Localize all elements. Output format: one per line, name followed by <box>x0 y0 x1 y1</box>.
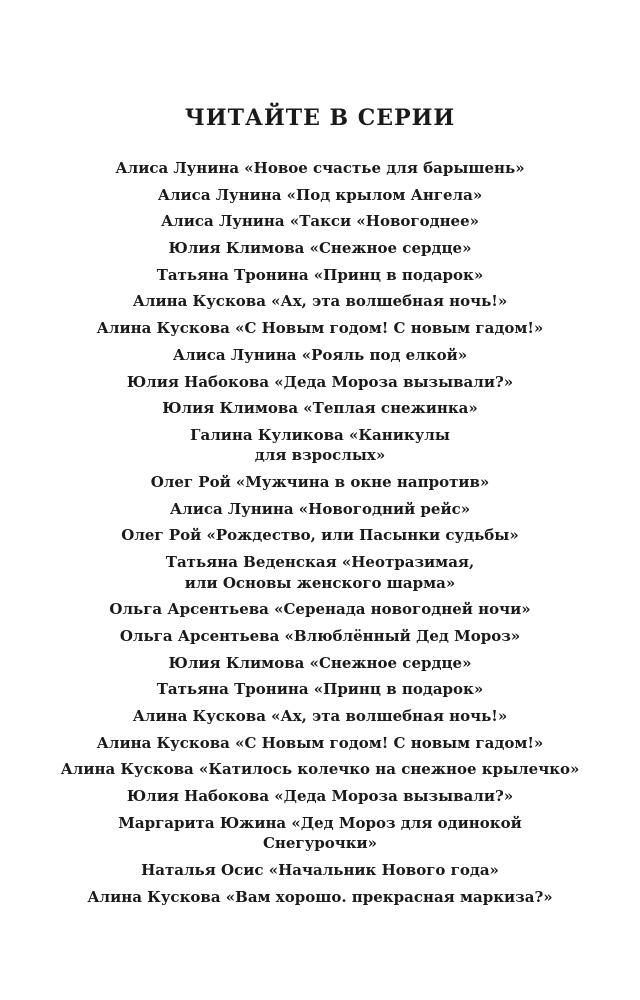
book-title-line: Алина Кускова «Ах, эта волшебная ночь!» <box>132 707 508 726</box>
book-title-line: Татьяна Тронина «Принц в подарок» <box>156 265 484 284</box>
book-title-line: Алиса Лунина «Рояль под елкой» <box>172 345 468 364</box>
book-list-item <box>0 318 640 339</box>
book-list-item <box>0 185 640 206</box>
book-list-item <box>0 345 640 366</box>
book-list-item <box>0 552 640 593</box>
book-list-item <box>0 291 640 312</box>
book-list-item <box>0 372 640 393</box>
book-list-item <box>0 679 640 700</box>
book-title-line: Юлия Климова «Снежное сердце» <box>168 239 472 258</box>
book-title-line: Маргарита Южина «Дед Мороз для одинокой <box>118 813 522 832</box>
book-title-line: Юлия Климова «Снежное сердце» <box>168 653 472 672</box>
book-title-line: Олег Рой «Рождество, или Пасынки судьбы» <box>121 526 519 545</box>
book-title-line: или Основы женского шарма» <box>184 573 456 592</box>
book-list-item <box>0 786 640 807</box>
book-list-item <box>0 813 640 854</box>
book-list-item <box>0 733 640 754</box>
book-list-item <box>0 499 640 520</box>
book-list-item <box>0 398 640 419</box>
book-title-line: Юлия Климова «Теплая снежинка» <box>162 399 478 418</box>
book-title-line: Алина Кускова «С Новым годом! С новым гадом!» <box>96 319 544 338</box>
book-title-line: Алиса Лунина «Новое счастье для барышень» <box>115 159 525 177</box>
book-title-line: для взрослых» <box>254 446 386 465</box>
book-list-item <box>0 759 640 780</box>
book-title-line: Татьяна Веденская «Неотразимая, <box>165 553 475 572</box>
book-list-item <box>0 472 640 493</box>
book-list-item <box>0 211 640 232</box>
book-list-item <box>0 525 640 546</box>
book-list-item <box>0 653 640 674</box>
book-list-item <box>0 599 640 620</box>
book-title-line: Алиса Лунина «Под крылом Ангела» <box>157 185 483 204</box>
book-title-line: Наталья Осис «Начальник Нового года» <box>141 861 499 879</box>
book-title-line: Алина Кускова «Вам хорошо. прекрасная маркиза?» <box>87 887 553 906</box>
book-list-item <box>0 887 640 908</box>
book-list-item <box>0 238 640 259</box>
book-title-line: Юлия Набокова «Деда Мороза вызывали?» <box>126 787 514 806</box>
book-title-line: Снегурочки» <box>262 834 378 853</box>
book-list-item <box>0 860 640 881</box>
book-list-item <box>0 626 640 647</box>
book-title-line: Татьяна Тронина «Принц в подарок» <box>156 680 484 699</box>
book-title-line: Ольга Арсентьева «Серенада новогодней ночи» <box>109 600 531 619</box>
book-title-line: Галина Куликова «Каникулы <box>190 425 450 444</box>
book-title-line: Ольга Арсентьева «Влюблённый Дед Мороз» <box>119 627 521 645</box>
book-list-item <box>0 425 640 466</box>
book-title-line: Юлия Набокова «Деда Мороза вызывали?» <box>126 372 514 391</box>
book-title-line: Алина Кускова «Катилось колечко на снежное крылечко» <box>60 760 580 779</box>
book-title-line: Алиса Лунина «Такси «Новогоднее» <box>160 212 480 231</box>
book-list-item <box>0 706 640 727</box>
book-list-item <box>0 265 640 286</box>
book-title-line: Олег Рой «Мужчина в окне напротив» <box>150 473 490 492</box>
book-title-line: Алина Кускова «Ах, эта волшебная ночь!» <box>132 292 508 311</box>
page-heading: ЧИТАЙТЕ В СЕРИИ <box>184 105 456 131</box>
book-list-item <box>0 158 640 179</box>
book-list <box>0 158 640 913</box>
book-title-line: Алиса Лунина «Новогодний рейс» <box>169 499 471 518</box>
book-title-line: Алина Кускова «С Новым годом! С новым гадом!» <box>96 733 544 752</box>
